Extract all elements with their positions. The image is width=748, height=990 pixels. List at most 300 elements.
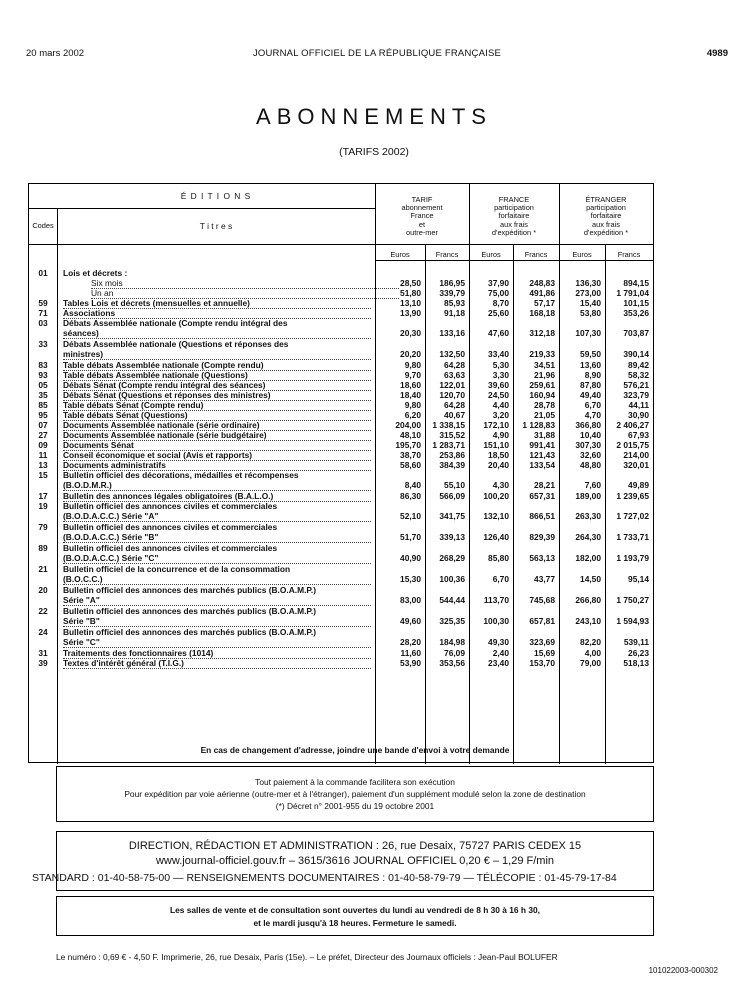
row-value: 51,70 [400, 532, 421, 542]
footer-imprint: Le numéro : 0,69 € - 4,50 F. Imprimerie, 26, rue Desaix, Paris (15e). – Le préfet, Directeur des Journaux officiels : Jean-Paul BOLUFER [56, 952, 558, 962]
table-row [29, 370, 653, 380]
row-code: 39 [38, 658, 48, 668]
row-value: 390,14 [623, 349, 649, 359]
row-value: 30,90 [628, 410, 649, 420]
row-value: 366,80 [575, 420, 601, 430]
row-value: 353,56 [439, 658, 465, 668]
row-title-cell [63, 627, 371, 648]
sales-line: Les salles de vente et de consultation sont ouvertes du lundi au vendredi de 8 h 30 à 16 h 30, [169, 905, 540, 915]
table-row [29, 440, 653, 450]
row-value: 4,90 [492, 430, 509, 440]
table-row [29, 450, 653, 460]
row-value: 136,30 [575, 278, 601, 288]
row-value: 153,70 [529, 658, 555, 668]
table-row [29, 298, 653, 308]
table-row [29, 648, 653, 658]
row-value: 1 594,93 [616, 616, 649, 626]
row-value: 20,20 [400, 349, 421, 359]
direction-address: DIRECTION, RÉDACTION ET ADMINISTRATION : 26, rue Desaix, 75727 PARIS CEDEX 15 [128, 840, 582, 852]
sales-line: et le mardi jusqu'à 18 heures. Fermeture le samedi. [253, 918, 457, 928]
row-code: 05 [38, 380, 48, 390]
row-value: 49,89 [628, 480, 649, 490]
address-change-note: En cas de changement d'adresse, joindre une bande d'envoi à votre demande [200, 745, 510, 755]
row-value: 168,18 [529, 308, 555, 318]
row-value: 24,50 [488, 390, 509, 400]
row-value: 53,90 [400, 658, 421, 668]
row-value: 991,41 [529, 440, 555, 450]
row-value: 85,93 [444, 298, 465, 308]
row-divider-editions [29, 208, 375, 209]
row-title: Débats Sénat (Compte rendu intégral des séances) [63, 380, 371, 391]
row-value: 101,15 [623, 298, 649, 308]
row-value: 6,20 [404, 410, 421, 420]
row-value: 8,40 [404, 480, 421, 490]
row-title: Un an [91, 288, 399, 299]
row-title-cell [63, 543, 371, 564]
row-title: Documents Sénat [63, 440, 371, 451]
row-title: séances) [63, 328, 371, 339]
row-value: 75,00 [488, 288, 509, 298]
row-title: Six mois [91, 278, 399, 289]
row-title: Bulletin officiel des annonces des marchés publics (B.O.A.M.P.) [63, 606, 317, 616]
row-value: 189,00 [575, 491, 601, 501]
row-code: 85 [38, 400, 48, 410]
row-title-cell [63, 585, 371, 606]
row-value: 34,51 [534, 360, 555, 370]
row-value: 2 015,75 [616, 440, 649, 450]
row-title: Associations [63, 308, 371, 319]
row-value: 5,30 [492, 360, 509, 370]
row-value: 40,67 [444, 410, 465, 420]
row-code: 13 [38, 460, 48, 470]
row-value: 11,60 [400, 648, 421, 658]
table-row [29, 268, 653, 278]
row-value: 312,18 [529, 328, 555, 338]
row-value: 214,00 [623, 450, 649, 460]
row-title-cell [63, 501, 371, 522]
row-title: Bulletin officiel des décorations, médailles et récompenses [63, 470, 299, 480]
table-row [29, 543, 653, 563]
row-value: 8,90 [584, 370, 601, 380]
row-value: 100,30 [483, 616, 509, 626]
row-code: 89 [38, 543, 48, 553]
row-value: 21,05 [534, 410, 555, 420]
row-value: 13,90 [400, 308, 421, 318]
row-value: 64,28 [444, 360, 465, 370]
row-value: 182,00 [575, 553, 601, 563]
row-value: 132,10 [483, 511, 509, 521]
row-value: 51,80 [400, 288, 421, 298]
row-divider-header [29, 244, 653, 245]
table-row [29, 288, 653, 298]
row-value: 160,94 [529, 390, 555, 400]
row-value: 576,21 [623, 380, 649, 390]
row-value: 20,30 [400, 328, 421, 338]
row-code: 71 [38, 308, 48, 318]
row-value: 83,00 [400, 595, 421, 605]
row-title: Série "B" [63, 616, 371, 627]
row-title: Documents Assemblée nationale (série ordinaire) [63, 420, 371, 431]
row-value: 126,40 [483, 532, 509, 542]
row-value: 539,11 [623, 637, 649, 647]
row-title: Bulletin officiel des annonces des marchés publics (B.O.A.M.P.) [63, 627, 317, 637]
row-value: 248,83 [529, 278, 555, 288]
row-code: 83 [38, 360, 48, 370]
row-title-cell [63, 522, 371, 543]
row-title-cell [63, 564, 371, 585]
row-value: 39,60 [488, 380, 509, 390]
row-title: Tables Lois et décrets (mensuelles et annuelle) [63, 298, 371, 309]
row-value: 13,60 [580, 360, 601, 370]
table-row [29, 390, 653, 400]
row-value: 566,09 [439, 491, 465, 501]
row-value: 28,21 [534, 480, 555, 490]
row-value: 384,39 [439, 460, 465, 470]
row-title: Bulletin officiel des annonces civiles et commerciales [63, 501, 278, 511]
row-value: 28,78 [534, 400, 555, 410]
row-value: 2 406,27 [616, 420, 649, 430]
table-row [29, 410, 653, 420]
row-value: 18,40 [400, 390, 421, 400]
row-title: Table débats Sénat (Compte rendu) [63, 400, 371, 411]
codes-heading: Codes [32, 221, 54, 230]
row-value: 100,20 [483, 491, 509, 501]
row-value: 15,69 [534, 648, 555, 658]
table-row [29, 658, 653, 668]
row-value: 9,80 [404, 360, 421, 370]
row-value: 43,77 [534, 574, 555, 584]
table-row [29, 606, 653, 626]
row-title: Lois et décrets : [63, 268, 128, 278]
standard-phone-line: STANDARD : 01-40-58-75-00 — RENSEIGNEMENTS DOCUMENTAIRES : 01-40-58-79-79 — TÉLÉCOPIE : 01-45-79-17-84 [32, 872, 617, 884]
row-value: 86,30 [400, 491, 421, 501]
row-value: 44,11 [628, 400, 649, 410]
row-value: 25,60 [488, 308, 509, 318]
table-row [29, 501, 653, 521]
row-title-cell [63, 339, 371, 360]
row-title: Débats Assemblée nationale (Compte rendu intégral des [63, 318, 288, 328]
row-title-cell [63, 658, 371, 669]
row-value: 1 193,79 [616, 553, 649, 563]
row-value: 703,87 [623, 328, 649, 338]
row-code: 27 [38, 430, 48, 440]
row-value: 320,01 [623, 460, 649, 470]
row-value: 91,18 [444, 308, 465, 318]
row-value: 894,15 [623, 278, 649, 288]
row-value: 122,01 [439, 380, 465, 390]
row-value: 26,23 [628, 648, 649, 658]
row-value: 48,80 [580, 460, 601, 470]
row-code: 79 [38, 522, 48, 532]
payment-info-box [56, 766, 654, 822]
row-value: 315,52 [439, 430, 465, 440]
etranger-heading: ÉTRANGER participation forfaitaire aux frais d'expédition * [583, 195, 629, 237]
row-value: 657,31 [529, 491, 555, 501]
row-value: 107,30 [575, 328, 601, 338]
row-value: 7,60 [584, 480, 601, 490]
row-value: 120,70 [439, 390, 465, 400]
table-row [29, 308, 653, 318]
unit-euros: Euros [481, 250, 501, 259]
row-title-cell [63, 318, 371, 339]
row-value: 20,40 [488, 460, 509, 470]
tariff-table [28, 183, 654, 763]
row-title: Documents administratifs [63, 460, 371, 471]
row-value: 40,90 [400, 553, 421, 563]
row-title: Bulletin officiel des annonces civiles et commerciales [63, 543, 278, 553]
row-title: (B.O.D.A.C.C.) Série "B" [63, 532, 371, 543]
row-value: 3,30 [492, 370, 509, 380]
row-value: 268,29 [439, 553, 465, 563]
row-value: 339,79 [439, 288, 465, 298]
row-value: 172,10 [483, 420, 509, 430]
row-value: 4,40 [492, 400, 509, 410]
tarif-heading: TARIF abonnement France et outre-mer [401, 195, 443, 237]
table-row [29, 522, 653, 542]
row-value: 48,10 [400, 430, 421, 440]
row-value: 53,80 [580, 308, 601, 318]
row-value: 100,36 [439, 574, 465, 584]
row-code: 59 [38, 298, 48, 308]
row-value: 273,00 [575, 288, 601, 298]
row-value: 266,80 [575, 595, 601, 605]
row-code: 09 [38, 440, 48, 450]
footer-reference: 101022003-000302 [648, 966, 718, 975]
row-code: 17 [38, 491, 48, 501]
row-title: Série "A" [63, 595, 371, 606]
row-value: 113,70 [483, 595, 509, 605]
row-title: (B.O.D.A.C.C.) Série "A" [63, 511, 371, 522]
row-value: 58,32 [628, 370, 649, 380]
row-value: 31,88 [534, 430, 555, 440]
row-value: 4,70 [584, 410, 601, 420]
row-value: 15,30 [400, 574, 421, 584]
row-title: Débats Assemblée nationale (Questions et réponses des [63, 339, 289, 349]
table-row [29, 400, 653, 410]
row-value: 8,70 [492, 298, 509, 308]
row-code: 19 [38, 501, 48, 511]
row-value: 151,10 [483, 440, 509, 450]
row-divider-units [375, 260, 653, 261]
row-title: Textes d'intérêt général (T.I.G.) [63, 658, 371, 669]
row-value: 307,30 [575, 440, 601, 450]
sales-hours-box [56, 896, 654, 936]
row-title: Bulletin officiel de la concurrence et de la consommation [63, 564, 291, 574]
row-value: 1 128,83 [522, 420, 555, 430]
row-value: 1 338,15 [432, 420, 465, 430]
row-title: (B.O.C.C.) [63, 574, 371, 585]
row-code: 11 [38, 450, 48, 460]
row-value: 263,30 [575, 511, 601, 521]
row-value: 544,44 [439, 595, 465, 605]
unit-euros: Euros [390, 250, 410, 259]
row-title: Bulletin officiel des annonces des marchés publics (B.O.A.M.P.) [63, 585, 317, 595]
row-value: 132,50 [439, 349, 465, 359]
payment-line: Tout paiement à la commande facilitera son exécution [255, 777, 455, 787]
row-value: 55,10 [444, 480, 465, 490]
row-code: 01 [38, 268, 48, 278]
row-code: 24 [38, 627, 48, 637]
row-code: 33 [38, 339, 48, 349]
unit-francs: Francs [617, 250, 641, 259]
row-title: Série "C" [63, 637, 371, 648]
row-code: 22 [38, 606, 48, 616]
row-value: 1 727,02 [616, 511, 649, 521]
unit-francs: Francs [435, 250, 459, 259]
row-value: 47,60 [488, 328, 509, 338]
row-value: 339,13 [439, 532, 465, 542]
row-value: 49,60 [400, 616, 421, 626]
row-title-cell [63, 268, 371, 278]
row-value: 133,16 [439, 328, 465, 338]
france-heading: FRANCE participation forfaitaire aux frais d'expédition * [491, 195, 537, 237]
row-value: 341,75 [439, 511, 465, 521]
row-value: 1 283,71 [432, 440, 465, 450]
row-title-cell [63, 470, 371, 491]
header-date: 20 mars 2002 [26, 48, 85, 59]
row-code: 03 [38, 318, 48, 328]
row-value: 58,60 [400, 460, 421, 470]
row-title: ministres) [63, 349, 371, 360]
table-row [29, 380, 653, 390]
table-row [29, 491, 653, 501]
row-code: 15 [38, 470, 48, 480]
row-value: 204,00 [395, 420, 421, 430]
row-value: 15,40 [580, 298, 601, 308]
row-value: 82,20 [580, 637, 601, 647]
row-value: 1 239,65 [616, 491, 649, 501]
row-value: 1 750,27 [616, 595, 649, 605]
row-value: 49,30 [488, 637, 509, 647]
row-code: 07 [38, 420, 48, 430]
row-value: 57,17 [534, 298, 555, 308]
row-value: 829,39 [529, 532, 555, 542]
table-row [29, 585, 653, 605]
row-value: 18,60 [400, 380, 421, 390]
row-value: 21,96 [534, 370, 555, 380]
row-value: 323,69 [529, 637, 555, 647]
row-code: 35 [38, 390, 48, 400]
row-value: 6,70 [492, 574, 509, 584]
row-value: 52,10 [400, 511, 421, 521]
table-row [29, 470, 653, 490]
row-value: 67,93 [628, 430, 649, 440]
row-value: 14,50 [580, 574, 601, 584]
row-value: 87,80 [580, 380, 601, 390]
row-value: 323,79 [623, 390, 649, 400]
payment-line: Pour expédition par voie aérienne (outre-mer et à l'étranger), paiement d'un supplément modulé selon la zone de destination [124, 789, 586, 799]
row-code: 21 [38, 564, 48, 574]
row-value: 219,33 [529, 349, 555, 359]
table-row [29, 564, 653, 584]
row-value: 89,42 [628, 360, 649, 370]
row-value: 4,30 [492, 480, 509, 490]
page-header [26, 48, 728, 62]
row-title: Conseil économique et social (Avis et rapports) [63, 450, 371, 461]
payment-line: (*) Décret n° 2001-955 du 19 octobre 2001 [275, 801, 435, 811]
row-value: 657,81 [529, 616, 555, 626]
row-value: 76,09 [444, 648, 465, 658]
row-code: 93 [38, 370, 48, 380]
table-row [29, 460, 653, 470]
row-value: 325,35 [439, 616, 465, 626]
row-value: 33,40 [488, 349, 509, 359]
row-title: Table débats Sénat (Questions) [63, 410, 371, 421]
table-row [29, 278, 653, 288]
row-value: 6,70 [584, 400, 601, 410]
row-title: Bulletin officiel des annonces civiles et commerciales [63, 522, 278, 532]
header-journal-title: JOURNAL OFFICIEL DE LA RÉPUBLIQUE FRANÇAISE [252, 48, 502, 59]
row-value: 38,70 [400, 450, 421, 460]
row-value: 10,40 [580, 430, 601, 440]
row-value: 63,63 [444, 370, 465, 380]
row-value: 121,43 [529, 450, 555, 460]
table-row [29, 318, 653, 338]
row-value: 353,26 [623, 308, 649, 318]
row-value: 745,68 [529, 595, 555, 605]
row-value: 3,20 [492, 410, 509, 420]
table-row [29, 360, 653, 370]
row-value: 491,86 [529, 288, 555, 298]
unit-francs: Francs [524, 250, 548, 259]
page-subtitle: (TARIFS 2002) [339, 146, 409, 158]
row-title: Bulletin des annonces légales obligatoires (B.A.L.O.) [63, 491, 371, 502]
row-value: 49,40 [580, 390, 601, 400]
row-value: 9,80 [404, 400, 421, 410]
row-value: 9,70 [404, 370, 421, 380]
row-value: 264,30 [575, 532, 601, 542]
row-value: 32,60 [580, 450, 601, 460]
table-row [29, 627, 653, 647]
table-row [29, 339, 653, 359]
row-value: 186,95 [439, 278, 465, 288]
row-value: 59,50 [580, 349, 601, 359]
row-code: 95 [38, 410, 48, 420]
row-code: 31 [38, 648, 48, 658]
row-value: 563,13 [529, 553, 555, 563]
row-value: 18,50 [488, 450, 509, 460]
row-title: Débats Sénat (Questions et réponses des ministres) [63, 390, 371, 401]
row-title: Table débats Assemblée nationale (Compte rendu) [63, 360, 371, 371]
row-value: 23,40 [488, 658, 509, 668]
row-value: 64,28 [444, 400, 465, 410]
row-value: 1 733,71 [616, 532, 649, 542]
table-row [29, 420, 653, 430]
editions-heading: É D I T I O N S [180, 191, 252, 201]
row-value: 28,20 [400, 637, 421, 647]
unit-euros: Euros [572, 250, 592, 259]
row-value: 243,10 [575, 616, 601, 626]
row-value: 79,00 [580, 658, 601, 668]
row-value: 2,40 [492, 648, 509, 658]
row-title: (B.O.D.A.C.C.) Série "C" [63, 553, 371, 564]
row-title: Table débats Assemblée nationale (Questions) [63, 370, 371, 381]
row-title: Traitements des fonctionnaires (1014) [63, 648, 371, 659]
row-title: (B.O.D.M.R.) [63, 480, 371, 491]
row-value: 85,80 [488, 553, 509, 563]
table-row [29, 430, 653, 440]
row-value: 13,10 [400, 298, 421, 308]
page-title: ABONNEMENTS [256, 104, 492, 129]
direction-web: www.journal-officiel.gouv.fr – 3615/3616 JOURNAL OFFICIEL 0,20 € – 1,29 F/min [155, 855, 555, 867]
row-code: 20 [38, 585, 48, 595]
row-value: 184,98 [439, 637, 465, 647]
row-value: 28,50 [400, 278, 421, 288]
row-title: Documents Assemblée nationale (série budgétaire) [63, 430, 371, 441]
row-value: 518,13 [623, 658, 649, 668]
row-value: 195,70 [395, 440, 421, 450]
row-title-cell [63, 606, 371, 627]
